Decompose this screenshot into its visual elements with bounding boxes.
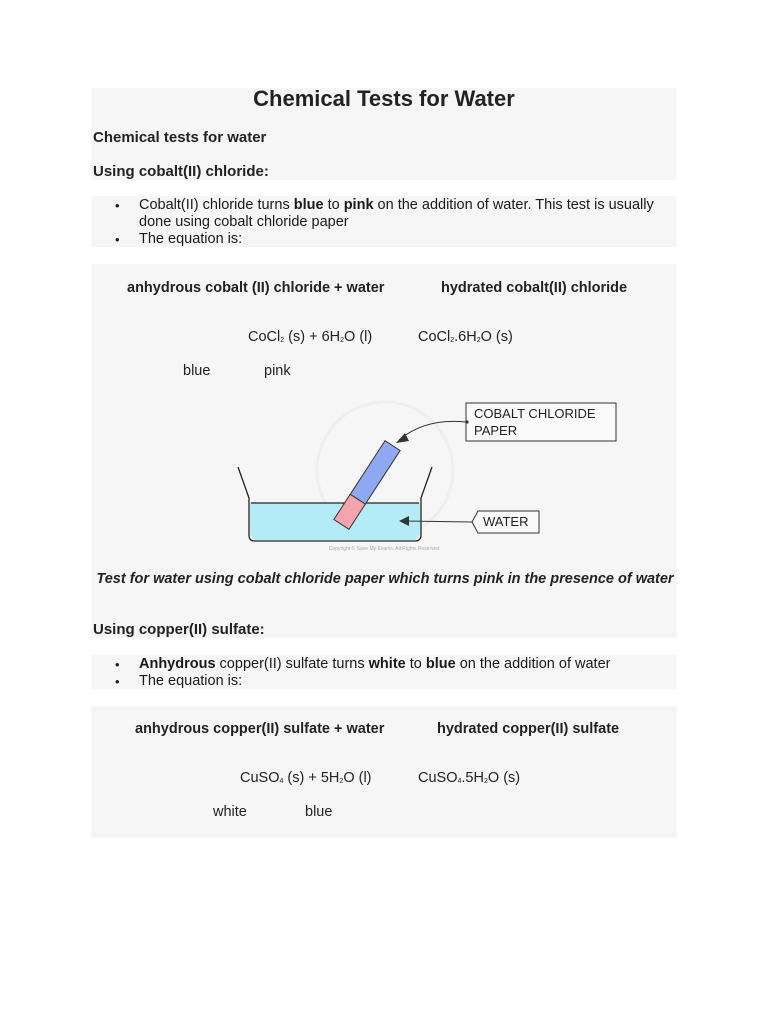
water-label-text: WATER (483, 514, 529, 529)
page-title: Chemical Tests for Water (253, 86, 515, 111)
copper-formula-right: $CuSO_4.5H_2O$ (s) (418, 770, 521, 786)
copper-bullet-list (91, 656, 671, 690)
cobalt-formula-left: CoCl$_2$ $(s) + 6H_2O$ (l) (248, 329, 373, 345)
cobalt-color-right: pink (264, 363, 291, 379)
diagram-copyright: Copyright © Save My Exams. All Rights Reserved (328, 546, 440, 552)
strip-blue-part (350, 441, 400, 504)
cobalt-word-equation-right: hydrated cobalt(II) chloride (441, 280, 628, 296)
list-item: • Anhydrous copper(II) sulfate turns white to blue on the addition of water (115, 656, 611, 672)
list-item: • The equation is: (115, 231, 243, 247)
cobalt-heading: Using cobalt(II) chloride: (93, 163, 269, 180)
cobalt-bullet-list (91, 197, 671, 248)
section-subtitle: Chemical tests for water (93, 129, 267, 146)
list-item: • The equation is: (115, 673, 243, 689)
cobalt-color-left: blue (183, 363, 211, 379)
diagram-caption: Test for water using cobalt chloride paper which turns pink in the presence of water (96, 571, 674, 587)
paper-label-line2: PAPER (474, 423, 518, 438)
copper-heading: Using copper(II) sulfate: (93, 621, 265, 638)
cobalt-paper-diagram (230, 395, 630, 557)
copper-color-right: blue (305, 804, 333, 820)
cobalt-word-equation-left: anhydrous cobalt (II) chloride + water (127, 280, 385, 296)
water-fill (250, 503, 420, 540)
cobalt-formula-right: $CoCl_2.6H_2O$ (s) (418, 329, 513, 345)
copper-word-equation-right: hydrated copper(II) sulfate (437, 721, 620, 737)
copper-color-left: white (213, 804, 247, 820)
copper-word-equation-left: anhydrous copper(II) sulfate + water (135, 721, 385, 737)
paper-label-line1: COBALT CHLORIDE (474, 406, 596, 421)
list-item: • Cobalt(II) chloride turns blue to pink on the addition of water. This test is usually done using cobalt chloride paper (115, 197, 654, 230)
paper-arrow-line (399, 421, 466, 440)
copper-formula-left: CuSO$_4$ $(s) + 5H_2O$ (l) (240, 770, 372, 786)
